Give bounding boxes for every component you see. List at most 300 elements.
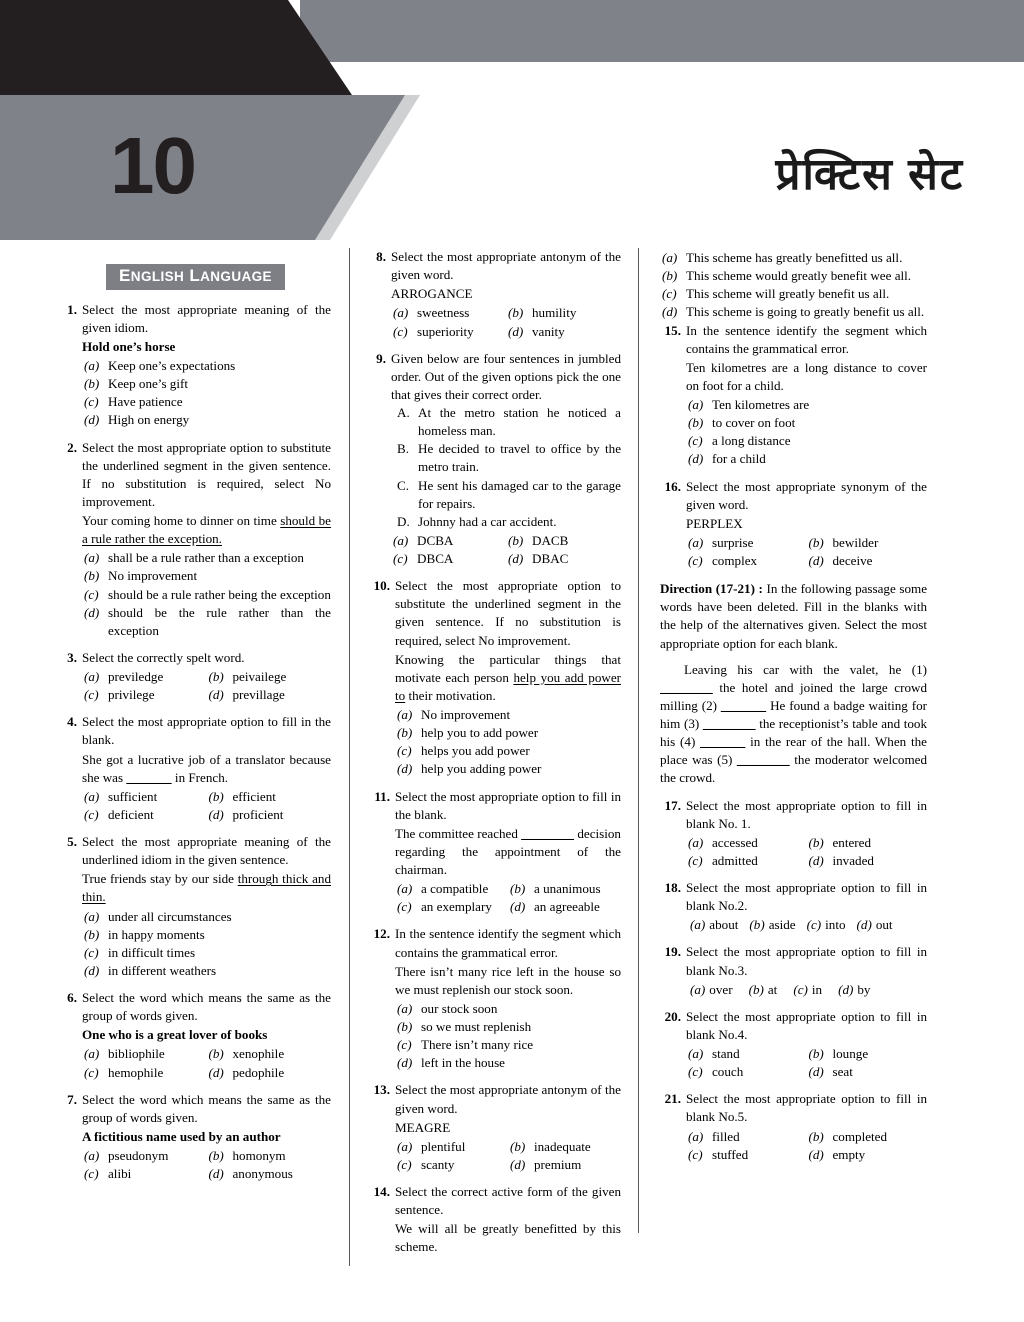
stem-blank: ______ [126,769,172,785]
option-a[interactable] [82,668,207,686]
option-b[interactable] [508,1138,621,1156]
option-d[interactable] [836,981,870,999]
column-1-questions [60,301,331,1184]
question-prompt: In the sentence identify the segment which contains the grammatical error. [395,926,621,960]
option-d[interactable] [807,552,928,570]
question-prompt: In the sentence identify the segment which contains the grammatical error. [686,322,927,356]
option-b[interactable] [660,267,927,285]
question-number: 17. [664,797,681,813]
option-text: should be a rule rather being the exception [108,586,331,602]
option-label: (b) [84,926,100,942]
question-number: 20. [664,1008,681,1024]
stem-underlined-segment: help you add power to [395,669,621,703]
question-prompt: Select the most appropriate option to fill in blank No.3. [686,944,927,978]
option-label: (d) [510,899,526,915]
question-10 [369,577,621,778]
option-text: a unanimous [534,881,601,897]
option-text: humility [532,305,577,321]
option-b[interactable] [807,534,928,552]
option-c[interactable] [686,1146,807,1164]
option-label: (d) [397,761,413,777]
passage-text: Leaving his car with the valet, he (1) [684,661,927,677]
direction-text: In the following passage some words have been deleted. Fill in the blanks with the help of the alternatives given. Select the most appropriate option for each blank. [660,581,928,651]
option-c[interactable] [82,806,207,824]
options-list [395,706,621,779]
option-text: stuffed [712,1146,749,1162]
question-prompt: Select the most appropriate antonym of the given word. [391,249,621,283]
option-a[interactable] [688,981,733,999]
option-label: (b) [208,1148,224,1164]
option-label: (c) [688,1146,703,1162]
option-c[interactable] [686,852,807,870]
option-label: (d) [808,1146,824,1162]
option-c[interactable] [395,1156,508,1174]
option-label: (a) [84,669,100,685]
question-11 [369,788,621,917]
option-d[interactable] [207,1064,332,1082]
question-13 [369,1081,621,1174]
option-text: Ten kilometres are [712,397,810,412]
question-stem [395,651,621,705]
option-label: (b) [397,1019,413,1034]
option-a[interactable] [82,357,331,375]
question-body [686,478,927,571]
question-body [395,1081,621,1174]
option-label: (b) [748,981,764,997]
option-text: Keep one’s expectations [108,358,236,374]
question-prompt: Select the word which means the same as the group of words given. [82,1091,331,1125]
question-number: 8. [376,249,386,264]
option-label: (d) [508,551,524,566]
option-text: Keep one’s gift [108,376,188,392]
question-prompt: Select the most appropriate option to substitute the underlined segment in the given sentence. If no substitution is required, select No improvement. [395,578,621,648]
option-text: accessed [712,834,758,850]
page-header [0,0,1024,240]
question-21 [660,1090,927,1164]
option-label: (a) [688,834,704,850]
question-number: 6. [67,990,77,1006]
options-list [395,880,621,916]
question-prompt: Select the most appropriate option to fill in the blank. [395,788,621,822]
option-text: into [825,917,846,933]
option-a[interactable] [686,1128,807,1146]
option-c[interactable] [82,586,331,604]
option-text: couch [712,1064,744,1080]
options-list [395,1138,621,1174]
option-a[interactable] [82,1147,207,1165]
option-a[interactable] [686,534,807,552]
option-label: (b) [510,1138,526,1154]
option-d[interactable] [395,760,621,778]
option-b[interactable] [207,1147,332,1165]
jumbled-sentence-B [391,440,621,476]
option-text: previledge [108,669,164,685]
passage-text: the receptionist’s table and took his (4) [660,716,928,750]
option-label: (d) [84,412,100,428]
option-c[interactable] [395,898,508,916]
question-prompt: Select the word which means the same as the group of words given. [82,990,331,1024]
option-label: (a) [662,250,678,265]
option-c[interactable] [395,1036,621,1054]
option-text: High on energy [108,412,190,428]
option-text: DBCA [417,551,454,566]
question-17 [660,797,927,871]
question-body [686,879,927,934]
option-label: (a) [84,550,100,566]
option-text: an exemplary [421,899,492,915]
option-a[interactable] [391,304,506,322]
question-prompt: Select the most appropriate meaning of the underlined idiom in the given sentence. [82,834,331,868]
question-body [395,925,621,1072]
option-d[interactable] [506,323,621,341]
question-prompt: Select the most appropriate synonym of the given word. [686,478,927,512]
question-number: 12. [373,926,390,942]
question-prompt: Select the most appropriate option to fill in blank No.4. [686,1008,927,1042]
option-d[interactable] [207,686,332,704]
option-label: (c) [397,1156,412,1172]
question-prompt: Select the most appropriate meaning of the given idiom. [82,301,331,335]
option-label: (c) [397,899,412,915]
question-5 [60,833,331,980]
options-list [391,304,621,340]
option-text: help you adding power [421,761,542,777]
sentence-label: C. [397,477,410,493]
option-text: inadequate [534,1138,591,1154]
option-label: (c) [84,806,99,822]
option-a[interactable] [686,1045,807,1063]
option-b[interactable] [747,916,795,934]
option-text: in happy moments [108,926,205,942]
options-list [686,916,927,934]
option-c[interactable] [82,686,207,704]
option-label: (c) [393,551,408,566]
option-label: (c) [688,433,703,449]
option-c[interactable] [82,1064,207,1082]
option-label: (c) [84,586,99,602]
question-19 [660,943,927,998]
option-d[interactable] [395,1054,621,1072]
option-label: (d) [856,917,872,933]
option-label: (b) [510,881,526,897]
option-label: (d) [208,806,224,822]
question-number: 2. [67,439,77,455]
passage-blank-1: _______ [660,679,713,695]
passage-text: in the rear of the hall. When the place was (5) [660,734,927,768]
option-label: (a) [84,908,100,924]
option-text: help you to add power [421,725,539,741]
question-6 [60,989,331,1082]
sentence-label: D. [397,513,410,529]
banner-text-3: L [189,266,201,285]
option-b[interactable] [82,375,331,393]
option-a[interactable] [688,916,738,934]
question-stem [82,870,331,906]
option-label: (a) [688,1046,704,1061]
option-b[interactable] [506,304,621,322]
option-c[interactable] [791,981,822,999]
banner-text-4: ANGUAGE [200,269,272,284]
option-label: (b) [397,725,413,741]
option-text: homonym [232,1148,286,1164]
passage-blank-2: ______ [720,697,767,713]
option-text: over [709,981,733,997]
jumbled-sentence-D [391,513,621,531]
passage-text: the hotel and joined the large crowd milling (2) [660,679,927,713]
option-d[interactable] [82,604,331,640]
question-prompt: Select the most appropriate option to fill in blank No.2. [686,880,927,914]
option-d[interactable] [807,1146,928,1164]
question-stem: A fictitious name used by an author [82,1128,281,1144]
option-a[interactable] [82,788,207,806]
option-label: (b) [508,305,524,321]
option-label: (b) [84,376,100,392]
sentence-text: He decided to travel to office by the metro train. [418,441,621,475]
option-b[interactable] [807,834,928,852]
option-text: about [709,917,739,933]
option-b[interactable] [686,414,927,432]
option-a[interactable] [82,1045,207,1063]
option-text: bewilder [832,534,879,550]
option-c[interactable] [82,944,331,962]
option-b[interactable] [395,1018,621,1036]
question-prompt: Select the most appropriate antonym of the given word. [395,1082,621,1116]
option-b[interactable] [395,724,621,742]
option-b[interactable] [807,1128,928,1146]
question-number: 7. [67,1091,77,1107]
option-label: (a) [688,534,704,550]
option-b[interactable] [207,1045,332,1063]
option-text: a long distance [712,433,791,449]
column-2 [349,248,638,1266]
question-stem [395,825,621,879]
option-text: seat [832,1064,853,1080]
option-d[interactable] [207,806,332,824]
option-text: should be the rule rather than the exception [108,604,331,638]
options-list [686,1045,927,1081]
options-list [82,549,331,640]
option-d[interactable] [82,962,331,980]
option-label: (d) [808,553,824,568]
option-a[interactable] [82,908,331,926]
option-b[interactable] [207,668,332,686]
option-a[interactable] [395,1000,621,1018]
option-text: invaded [832,852,874,868]
question-prompt: Select the most appropriate option to substitute the underlined segment in the given sentence. If no substitution is required, select No improvement. [82,439,331,509]
option-text: a compatible [421,881,489,897]
option-b[interactable] [508,880,621,898]
option-label: (c) [84,394,99,410]
question-body [686,943,927,998]
option-label: (c) [688,852,703,868]
option-text: admitted [712,852,758,868]
option-d[interactable] [508,898,621,916]
question-2 [60,439,331,640]
option-d[interactable] [82,411,331,429]
option-text: xenophile [232,1046,285,1062]
question-body [686,1008,927,1082]
option-label: (c) [397,1037,412,1053]
options-list [686,981,927,999]
option-label: (c) [397,743,412,759]
option-text: This scheme would greatly benefit wee all. [686,268,912,284]
question-prompt: Given below are four sentences in jumbled order. Out of the given options pick the one that gives their correct order. [391,350,621,402]
option-a[interactable] [660,249,927,267]
question-stem: There isn’t many rice left in the house so we must replenish our stock soon. [395,963,621,997]
question-number: 3. [67,649,77,665]
option-b[interactable] [207,788,332,806]
option-text: This scheme has greatly benefitted us all. [686,250,903,265]
header-gray-band [0,95,405,240]
option-d[interactable] [508,1156,621,1174]
option-b[interactable] [82,567,331,585]
option-label: (a) [84,1046,100,1062]
option-label: (a) [688,1128,704,1144]
column-3 [638,248,927,1233]
option-text: DBAC [532,551,569,566]
option-text: at [767,981,778,997]
question-body [82,989,331,1082]
option-d[interactable] [660,303,927,321]
option-d[interactable] [855,916,893,934]
passage-blank-5: _______ [736,752,790,768]
option-c[interactable] [686,432,927,450]
question-body [686,797,927,871]
question-number: 14. [373,1184,390,1199]
option-label: (b) [208,1046,224,1062]
option-label: (b) [84,568,100,584]
column-3-questions-bottom [660,797,927,1164]
option-a[interactable] [395,880,508,898]
options-list [686,534,927,570]
option-label: (a) [84,788,100,804]
sentence-text: Johnny had a car accident. [418,513,557,529]
option-text: surprise [712,534,754,550]
option-c[interactable] [805,916,846,934]
options-list [686,396,927,469]
question-body [395,577,621,778]
option-a[interactable] [395,1138,508,1156]
question-body [686,322,927,469]
option-a[interactable] [391,532,506,550]
question-1 [60,301,331,430]
option-d[interactable] [807,852,928,870]
option-d[interactable] [207,1165,332,1183]
stem-post: their motivation. [405,687,496,703]
option-label: (d) [688,451,704,467]
option-b[interactable] [747,981,778,999]
option-text: efficient [232,788,276,804]
option-label: (b) [508,532,524,548]
option-d[interactable] [807,1063,928,1081]
option-a[interactable] [686,396,927,414]
header-gray-top-bar [300,0,1024,62]
option-text: pedophile [232,1064,285,1080]
option-c[interactable] [686,552,807,570]
option-c[interactable] [391,550,506,568]
option-text: lounge [832,1046,869,1061]
option-c[interactable] [82,393,331,411]
option-label: (c) [84,1064,99,1080]
option-text: No improvement [108,568,198,584]
question-number: 5. [67,834,77,850]
option-text: hemophile [108,1064,164,1080]
question-prompt: Select the correctly spelt word. [82,649,245,665]
option-label: (d) [397,1055,413,1071]
sentence-label: B. [397,441,410,457]
option-b[interactable] [807,1045,928,1063]
option-text: deceive [832,553,873,568]
option-b[interactable] [506,532,621,550]
option-text: vanity [532,323,565,339]
option-label: (b) [688,415,704,431]
option-c[interactable] [660,285,927,303]
option-b[interactable] [82,926,331,944]
option-text: alibi [108,1166,132,1182]
option-text: by [857,981,871,997]
passage-text: He found a badge waiting for him (3) [660,697,927,731]
option-c[interactable] [686,1063,807,1081]
question-7 [60,1091,331,1184]
option-label: (a) [393,532,409,548]
option-c[interactable] [395,742,621,760]
question-3 [60,649,331,704]
option-text: bibliophile [108,1046,165,1062]
option-a[interactable] [395,706,621,724]
question-prompt: Select the correct active form of the given sentence. [395,1184,621,1218]
option-text: sufficient [108,788,158,804]
question-number: 19. [664,944,681,960]
option-label: (a) [690,917,706,933]
option-a[interactable] [82,549,331,567]
question-stem [82,751,331,787]
question-4 [60,713,331,824]
option-d[interactable] [506,550,621,568]
option-label: (b) [808,834,824,850]
option-c[interactable] [391,323,506,341]
question-body [686,1090,927,1164]
question-number: 9. [376,350,386,366]
option-d[interactable] [686,450,927,468]
options-list [82,1147,331,1183]
question-8 [369,248,621,341]
option-text: left in the house [421,1055,505,1071]
question-stem: We will all be greatly benefitted by this scheme. [395,1221,621,1255]
option-text: scanty [421,1156,455,1172]
stem-pre: The committee reached [395,825,522,841]
option-text: in difficult times [108,944,196,960]
option-text: to cover on foot [712,415,796,431]
option-label: (c) [393,323,408,339]
question-body [82,301,331,430]
option-text: in [811,981,823,997]
option-text: so we must replenish [421,1019,532,1034]
option-a[interactable] [686,834,807,852]
option-c[interactable] [82,1165,207,1183]
option-text: plentiful [421,1138,466,1154]
option-text: pseudonym [108,1148,169,1164]
question-body [82,439,331,640]
option-label: (c) [688,1064,703,1080]
option-label: (a) [397,1000,413,1016]
sentence-text: At the metro station he noticed a homeless man. [418,405,621,439]
option-label: (a) [397,707,413,722]
stem-post: decision regarding the appointment of the chairman. [395,825,621,877]
option-text: privilege [108,687,155,703]
question-stem: ARROGANCE [391,286,473,302]
option-label: (a) [690,981,706,997]
question-stem: MEAGRE [395,1119,451,1135]
option-text: superiority [417,323,474,339]
